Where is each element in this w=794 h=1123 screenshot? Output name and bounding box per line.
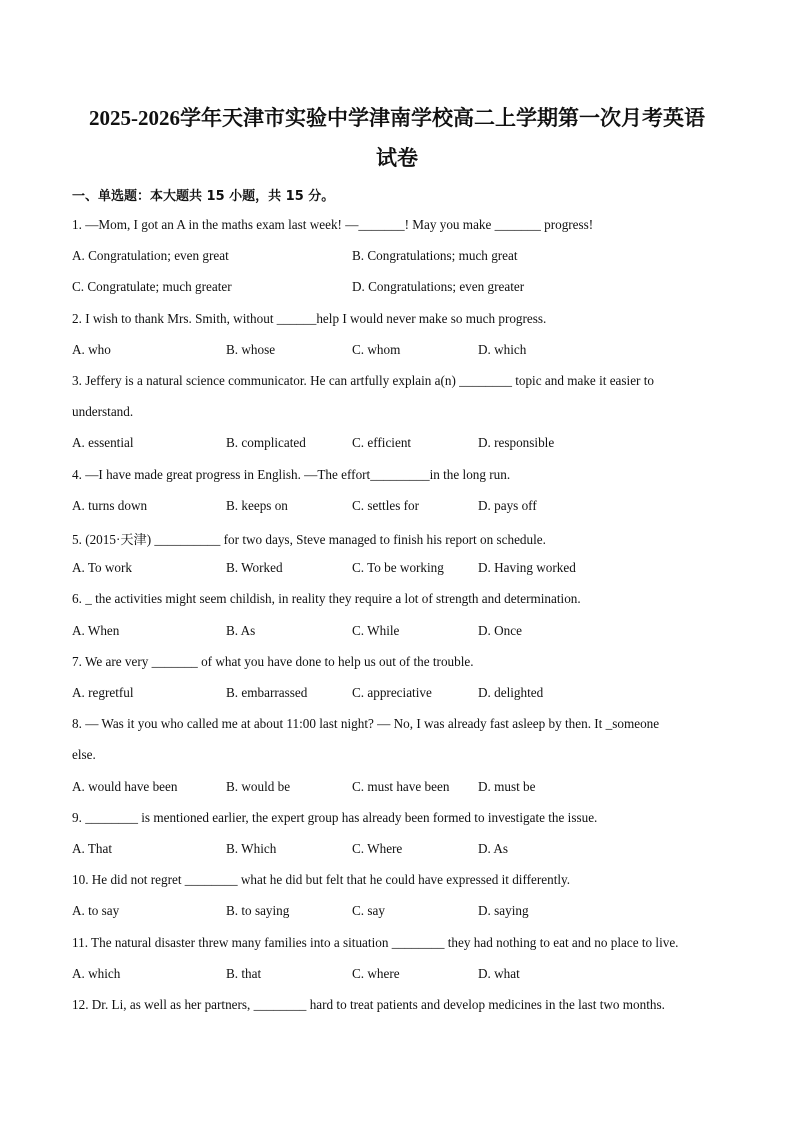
question-stem: 12. Dr. Li, as well as her partners, ________ hard to treat patients and develop medicines in the last two months.: [72, 997, 665, 1012]
question-stem: 2. I wish to thank Mrs. Smith, without ______help I would never make so much progress.: [72, 310, 547, 326]
answer-option: C. Where: [352, 841, 403, 856]
question-stem: 7. We are very _______ of what you have done to help us out of the trouble.: [72, 653, 474, 669]
answer-option: C. efficient: [352, 435, 412, 451]
answer-option: C. say: [352, 903, 385, 919]
question-stem: 6. _ the activities might seem childish, in reality they require a lot of strength and determination.: [72, 591, 581, 607]
question-stem: 10. He did not regret ________ what he did but felt that he could have expressed it differently.: [72, 872, 571, 888]
question-stem: 9. ________ is mentioned earlier, the expert group has already been formed to investigate the issue.: [72, 809, 598, 825]
answer-option: D. saying: [478, 903, 529, 919]
section-heading: 一、单选题：本大题共 15 小题，共 15 分。: [72, 189, 335, 204]
answer-option: B. Worked: [226, 560, 283, 576]
question-stem: 4. —I have made great progress in English. —The effort_________in the long run.: [72, 466, 511, 482]
exam-title-line2: 试卷: [376, 146, 418, 170]
answer-option: D. Once: [478, 622, 522, 638]
question-stem: understand.: [72, 404, 134, 420]
question-stem: 5. (2015·天津) __________ for two days, Steve managed to finish his report on schedule.: [72, 532, 546, 547]
answer-option: A. regretful: [72, 685, 134, 700]
answer-option: B. embarrassed: [226, 685, 308, 700]
answer-option: A. would have been: [72, 778, 178, 794]
answer-option: D. Congratulations; even greater: [352, 279, 525, 295]
answer-option: D. must be: [478, 778, 536, 794]
answer-option: A. which: [72, 965, 121, 981]
answer-option: B. As: [226, 622, 256, 638]
answer-option: C. must have been: [352, 778, 450, 794]
answer-option: A. To work: [72, 560, 133, 576]
answer-option: B. to saying: [226, 903, 290, 919]
question-stem: 8. — Was it you who called me at about 11:00 last night? — No, I was already fast asleep by then. It _someone: [72, 716, 660, 732]
answer-option: B. complicated: [226, 435, 306, 451]
question-stem: 11. The natural disaster threw many families into a situation ________ they had nothing to eat and no place to live.: [72, 934, 679, 950]
question-stem: 3. Jeffery is a natural science communicator. He can artfully explain a(n) ________ topic and make it easier to: [72, 373, 654, 388]
answer-option: C. where: [352, 965, 400, 981]
answer-option: B. would be: [226, 778, 291, 794]
answer-option: D. pays off: [478, 497, 537, 513]
answer-option: C. whom: [352, 341, 401, 357]
answer-option: D. delighted: [478, 685, 544, 700]
exam-title: [70, 98, 724, 178]
answer-option: C. While: [352, 622, 400, 638]
answer-option: B. Which: [226, 841, 277, 856]
answer-option: C. settles for: [352, 497, 420, 513]
answer-option: D. Having worked: [478, 560, 576, 576]
answer-option: C. Congratulate; much greater: [72, 279, 232, 295]
answer-option: A. Congratulation; even great: [72, 248, 229, 264]
answer-option: D. As: [478, 841, 509, 856]
answer-option: A. who: [72, 341, 111, 357]
answer-option: A. to say: [72, 903, 120, 919]
answer-option: C. appreciative: [352, 685, 432, 700]
answer-option: D. what: [478, 965, 520, 981]
answer-option: D. which: [478, 341, 527, 357]
exam-title-line1: 2025-2026学年天津市实验中学津南学校高二上学期第一次月考英语: [89, 106, 705, 130]
question-stem: else.: [72, 747, 96, 763]
answer-option: D. responsible: [478, 435, 555, 451]
answer-option: B. Congratulations; much great: [352, 248, 518, 264]
answer-option: C. To be working: [352, 560, 444, 576]
answer-option: B. keeps on: [226, 497, 288, 513]
answer-option: A. turns down: [72, 497, 148, 513]
answer-option: A. essential: [72, 435, 134, 451]
answer-option: A. When: [72, 622, 120, 638]
question-stem: 1. —Mom, I got an A in the maths exam last week! —_______! May you make _______ progress!: [72, 217, 594, 232]
answer-option: B. that: [226, 965, 262, 981]
answer-option: B. whose: [226, 341, 276, 357]
answer-option: A. That: [72, 841, 113, 856]
